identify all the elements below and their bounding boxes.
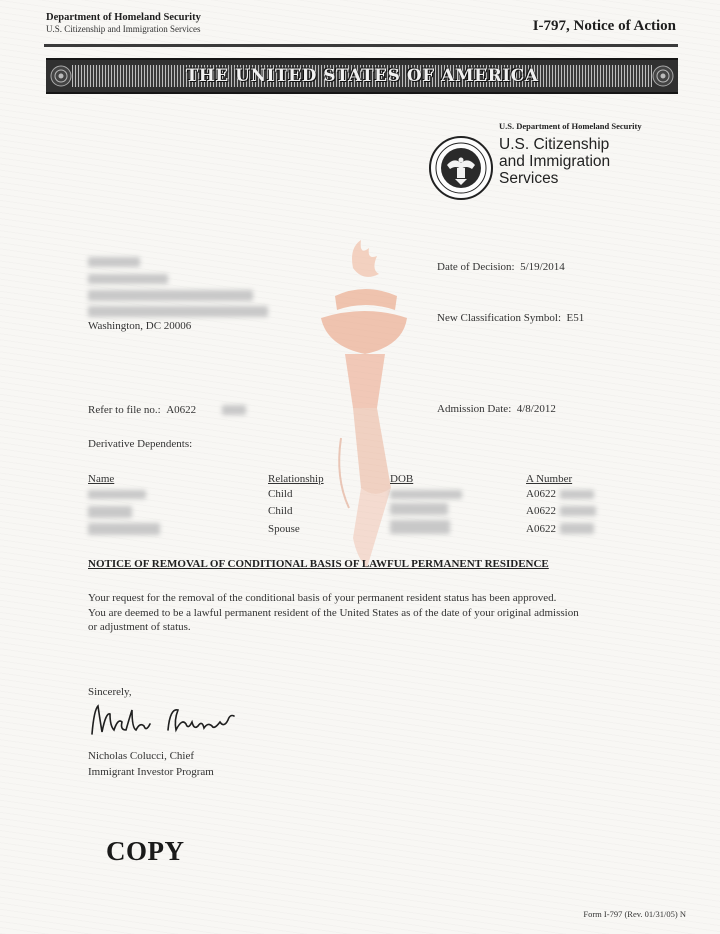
classification-value: E51 — [566, 312, 585, 324]
redacted-address-1 — [88, 274, 168, 284]
notice-line-2: You are deemed to be a lawful permanent resident of the United States as of the date of your original admission — [88, 606, 579, 619]
header-subagency: U.S. Citizenship and Immigration Services — [46, 24, 201, 34]
dependent-2-relationship: Child — [268, 505, 293, 517]
left-rosette-icon — [50, 62, 72, 90]
copy-stamp: COPY — [106, 836, 185, 866]
file-label: Refer to file no.: — [88, 404, 161, 416]
redacted-a-number-2 — [560, 506, 596, 516]
redacted-dependent-1 — [88, 490, 146, 499]
notice-title: NOTICE OF REMOVAL OF CONDITIONAL BASIS OF LAWFUL PERMANENT RESIDENCE — [88, 558, 549, 570]
salutation: Sincerely, — [88, 686, 132, 698]
dhs-name: U.S. Department of Homeland Security — [499, 121, 642, 131]
admission-label: Admission Date: — [437, 403, 512, 415]
dependent-2-a-number: A0622 — [526, 505, 556, 517]
col-a-number: A Number — [526, 473, 573, 485]
col-dob: DOB — [390, 473, 414, 485]
signer-name: Nicholas Colucci, Chief — [88, 750, 195, 762]
banner-guilloche — [72, 65, 652, 87]
redacted-a-number-3 — [560, 523, 594, 534]
notice-body — [88, 591, 678, 635]
form-title: I-797, Notice of Action — [532, 18, 676, 34]
redacted-a-number-1 — [560, 490, 594, 499]
torch-watermark-icon — [305, 238, 425, 598]
uscis-name-line3: Services — [499, 170, 559, 187]
file-number — [88, 404, 196, 416]
decision-value: 5/19/2014 — [520, 261, 565, 273]
header-rule — [44, 44, 678, 47]
col-name: Name — [88, 473, 115, 485]
redacted-file-suffix — [222, 405, 246, 415]
notice-line-1: Your request for the removal of the conditional basis of your permanent resident status has been approved. — [88, 592, 557, 604]
dependent-3-relationship: Spouse — [268, 523, 300, 535]
redacted-dob-2 — [390, 503, 448, 515]
dependent-1-relationship: Child — [268, 488, 293, 500]
admission-value: 4/8/2012 — [516, 403, 556, 415]
signer-program: Immigrant Investor Program — [88, 766, 214, 778]
redacted-address-2 — [88, 290, 253, 301]
uscis-name-line2: and Immigration — [499, 153, 611, 170]
dependents-heading: Derivative Dependents: — [88, 438, 193, 450]
banner-title: THE UNITED STATES OF AMERICA — [185, 66, 539, 86]
redacted-dob-3 — [390, 520, 450, 534]
file-value: A0622 — [166, 404, 197, 416]
redacted-dob-1 — [390, 490, 462, 499]
uscis-name-line1: U.S. Citizenship — [499, 136, 610, 153]
classification-label: New Classification Symbol: — [437, 312, 562, 324]
dependent-1-a-number: A0622 — [526, 488, 556, 500]
redacted-name — [88, 257, 140, 267]
admission-date — [437, 403, 556, 415]
header-agency: Department of Homeland Security — [46, 12, 201, 23]
usa-banner — [46, 58, 678, 94]
dhs-seal-icon — [428, 135, 494, 201]
classification-symbol — [437, 312, 584, 324]
redacted-address-3 — [88, 306, 268, 317]
redacted-dependent-2 — [88, 506, 132, 518]
signature-icon — [88, 700, 248, 740]
decision-label: Date of Decision: — [437, 261, 515, 273]
col-relationship: Relationship — [268, 473, 324, 485]
form-revision: Form I-797 (Rev. 01/31/05) N — [583, 909, 686, 919]
decision-date — [437, 261, 565, 273]
dependent-3-a-number: A0622 — [526, 523, 556, 535]
notice-line-3: or adjustment of status. — [88, 621, 191, 633]
right-rosette-icon — [652, 62, 674, 90]
uscis-name — [499, 136, 610, 187]
address-city: Washington, DC 20006 — [88, 320, 192, 332]
redacted-dependent-3 — [88, 523, 160, 535]
